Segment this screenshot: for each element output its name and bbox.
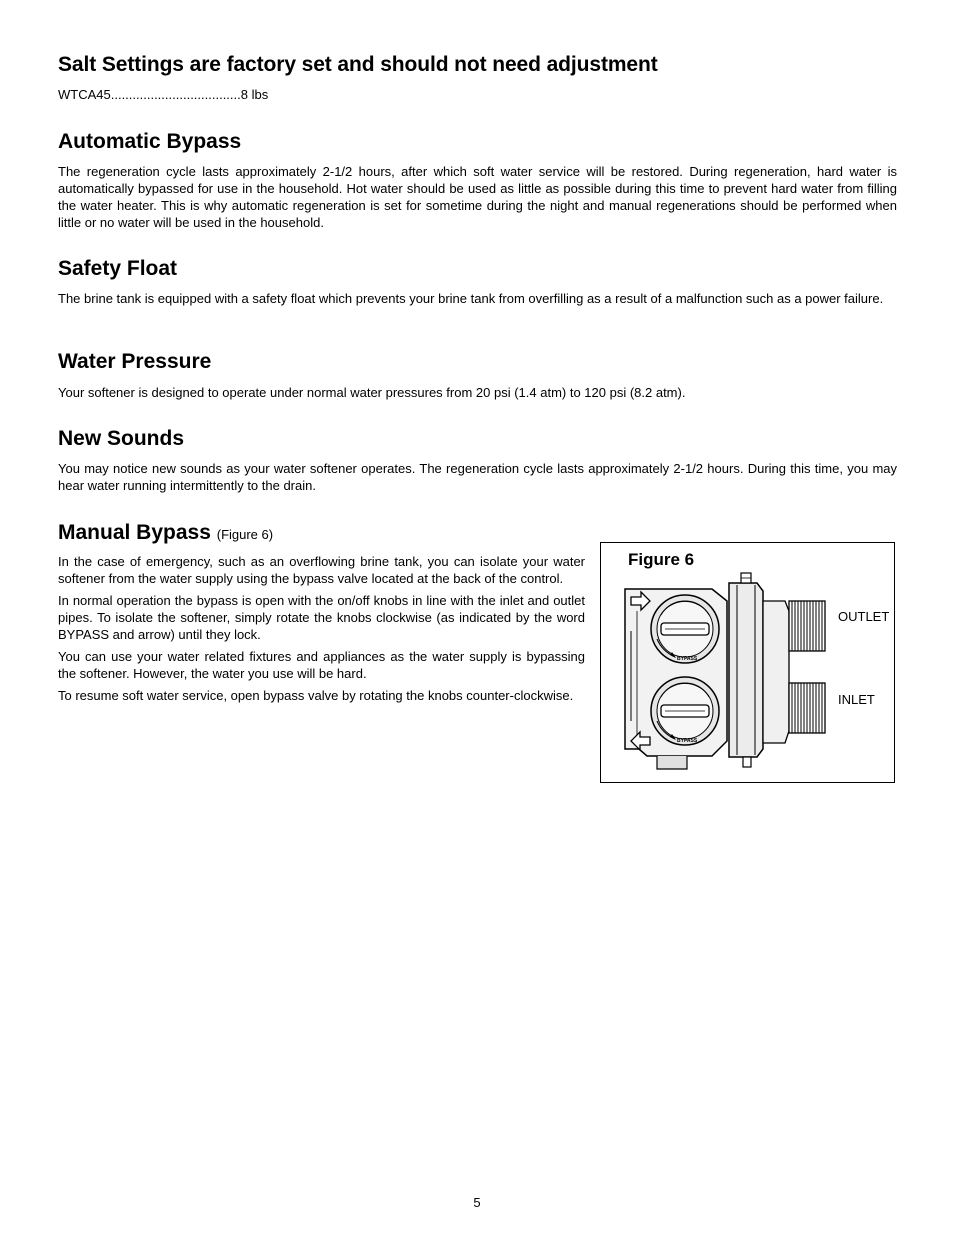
inlet-threaded-pipe: [789, 683, 825, 733]
manual-bypass-text: [58, 553, 585, 709]
outlet-threaded-pipe: [789, 601, 825, 651]
manual-bypass-figure-ref: (Figure 6): [216, 527, 274, 542]
inlet-label: INLET: [838, 692, 875, 707]
bypass-valve-illustration: [617, 571, 832, 776]
top-knob-label: BYPASS: [677, 656, 698, 662]
top-bypass-knob: [651, 595, 719, 663]
manual-bypass-heading: [58, 521, 273, 545]
manual-bypass-paragraph: In normal operation the bypass is open with the on/off knobs in line with the inlet and outlet pipes. To isolate the softener, simply rotate the knobs clockwise (as indicated by the word BYPASS and arrow) until they lock.: [58, 593, 585, 642]
manual-bypass-paragraph: To resume soft water service, open bypass valve by rotating the knobs counter-clockwise.: [58, 688, 574, 703]
valve-foot: [657, 756, 687, 769]
bottom-bypass-knob: [651, 677, 719, 745]
water-pressure-body: Your softener is designed to operate under normal water pressures from 20 psi (1.4 atm) to 120 psi (8.2 atm).: [58, 385, 686, 400]
bottom-bolt: [743, 757, 751, 767]
automatic-bypass-heading: Automatic Bypass: [58, 130, 242, 153]
outlet-label: OUTLET: [838, 609, 890, 624]
figure-title: Figure 6: [628, 550, 695, 569]
bottom-knob-label: BYPASS: [677, 738, 698, 744]
automatic-bypass-body: The regeneration cycle lasts approximately 2-1/2 hours, after which soft water service will be restored. During regeneration, hard water is automatically bypassed for use in the household. Hot water should be used as little as possible during this time to prevent hard water from filling the water heater. This is why automatic regeneration is set for sometime during the night and manual regenerations should be performed when little or no water will be used in the household.: [58, 164, 897, 230]
manual-bypass-paragraph: In the case of emergency, such as an overflowing brine tank, you can isolate your water softener from the water supply using the bypass valve located at the back of the control.: [58, 554, 585, 586]
safety-float-heading: Safety Float: [58, 257, 178, 280]
salt-settings-heading: Salt Settings are factory set and should not need adjustment: [58, 53, 658, 76]
water-pressure-heading: Water Pressure: [58, 350, 212, 373]
manual-bypass-heading-text: Manual Bypass: [58, 521, 211, 544]
salt-spec-line: WTCA45....................................8 lbs: [58, 87, 269, 102]
new-sounds-heading: New Sounds: [58, 427, 185, 450]
new-sounds-body: You may notice new sounds as your water softener operates. The regeneration cycle lasts approximately 2-1/2 hours. During this time, you may hear water running intermittently to the drain.: [58, 461, 897, 493]
safety-float-body: The brine tank is equipped with a safety float which prevents your brine tank from overfilling as a result of a malfunction such as a power failure.: [58, 291, 884, 306]
valve-clip: [729, 583, 763, 757]
manual-bypass-paragraph: You can use your water related fixtures and appliances as the water supply is bypassing the softener. However, the water you use will be hard.: [58, 649, 585, 681]
connector-housing: [763, 601, 789, 743]
figure-6-box: [600, 542, 895, 783]
page-number: 5: [473, 1195, 481, 1210]
